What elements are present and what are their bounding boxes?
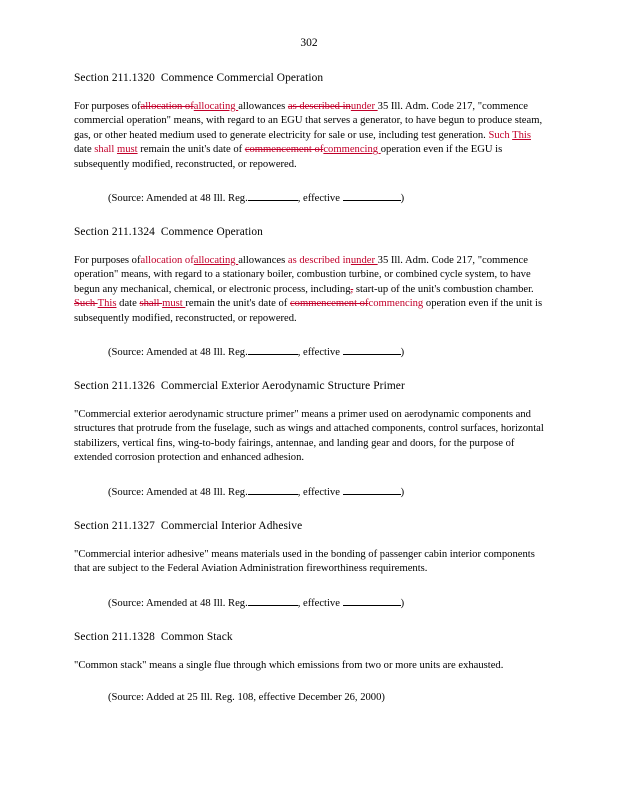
body-text: date (116, 298, 140, 310)
source-note (108, 595, 544, 611)
revised-text: Such (488, 129, 513, 141)
body-text: allowances (238, 101, 288, 112)
section-number: Section 211.1328 (74, 630, 155, 643)
section-body (74, 659, 544, 673)
body-text: remain the unit's date of (185, 298, 290, 310)
section-title: Commence Commercial Operation (160, 72, 324, 84)
body-text: "Commercial interior adhesive" means materials used in the bonding of passenger cabin interior components that are subject to the Federal Aviation Administration fireworthiness requirements. (74, 548, 535, 575)
section-title: Commercial Exterior Aerodynamic Structure Primer (160, 380, 405, 393)
source-close: ) (400, 193, 405, 205)
section-heading (74, 520, 544, 532)
body-text: start-up of the unit's combustion chamber. (353, 283, 534, 295)
body-text: operation even if the unit is subsequently modified, reconstructed, or repowered. (74, 298, 543, 324)
section-heading (74, 72, 544, 84)
body-text: allowances (238, 255, 288, 267)
body-text: 35 Ill. Adm. Code 217, "commence commercial operation" means, with regard to an EGU that serves a generator, to have begun to produce steam, gas, or other heated medium used to generate electricity for sale or use, including test generation. (74, 101, 543, 141)
section-heading (74, 226, 544, 238)
source-close: ) (400, 597, 405, 609)
section-heading (74, 631, 544, 643)
section-body (74, 408, 544, 466)
section-number: Section 211.1327 (74, 519, 155, 532)
source-text: (Source: Amended at 48 Ill. Reg. (108, 486, 248, 498)
body-text: 35 Ill. Adm. Code 217, "commence operation" means, with regard to a stationary boiler, combustion turbine, or combined cycle system, to have begun any mechanical, chemical, or electronic process, including (74, 255, 531, 295)
section-body (74, 100, 544, 172)
source-close: ) (400, 347, 405, 359)
body-text: operation even if the EGU is subsequently modified, reconstructed, or repowered. (74, 144, 503, 170)
register-blank (248, 190, 298, 201)
source-effective-label: , effective (297, 193, 343, 205)
body-text: "Common stack" means a single flue through which emissions from two or more units are exhausted. (74, 659, 504, 671)
section-number: Section 211.1326 (74, 380, 155, 393)
section-body (74, 548, 544, 577)
revised-text: as described in (287, 255, 351, 267)
source-note (108, 484, 544, 500)
inserted-text: under (350, 255, 378, 267)
date-blank (343, 190, 401, 201)
body-text: remain the unit's date of (137, 144, 245, 156)
inserted-text: under (350, 101, 378, 112)
source-text: (Source: Amended at 48 Ill. Reg. (108, 597, 248, 609)
register-blank (248, 484, 298, 495)
section-title: Commence Operation (160, 226, 263, 239)
inserted-text: must (162, 298, 186, 310)
inserted-text: allocating (193, 255, 239, 267)
page-number: 302 (300, 37, 318, 49)
register-blank (248, 595, 298, 606)
source-note (108, 344, 544, 360)
source-close: ) (400, 486, 405, 498)
section-body (74, 254, 544, 326)
date-blank (343, 595, 401, 606)
source-note (108, 691, 544, 705)
revised-text: allocation of (140, 255, 194, 267)
deleted-text: shall (139, 298, 163, 310)
revised-text: commencing (368, 298, 426, 310)
date-blank (343, 344, 401, 355)
deleted-text: commencement of (244, 144, 324, 156)
deleted-text: as described in (287, 101, 351, 112)
inserted-text: allocating (193, 101, 239, 112)
body-text: date (74, 144, 95, 156)
source-note (108, 190, 544, 206)
inserted-text: commencing (323, 144, 381, 156)
section-heading (74, 380, 544, 392)
deleted-text: , (350, 283, 354, 295)
source-text: (Source: Amended at 48 Ill. Reg. (108, 347, 248, 359)
deleted-text: allocation of (140, 101, 194, 112)
source-effective-label: , effective (297, 347, 343, 359)
section-title: Common Stack (160, 630, 233, 643)
body-text: For purposes of (74, 101, 141, 112)
revised-text: shall (94, 144, 117, 156)
source-text: (Source: Added at 25 Ill. Reg. 108, effective December 26, 2000) (108, 691, 385, 703)
register-blank (248, 344, 298, 355)
body-text: For purposes of (74, 255, 141, 267)
inserted-text: must (116, 144, 138, 156)
section-number: Section 211.1320 (74, 72, 155, 84)
deleted-text: commencement of (289, 298, 369, 310)
inserted-text: This (97, 298, 117, 310)
section-number: Section 211.1324 (74, 226, 155, 239)
inserted-text: This (512, 129, 531, 141)
section-title: Commercial Interior Adhesive (160, 519, 303, 532)
deleted-text: Such (74, 298, 98, 310)
date-blank (343, 484, 401, 495)
body-text: "Commercial exterior aerodynamic structure primer" means a primer used on aerodynamic components and structures that protrude from the fuselage, such as wings and attached components, control surfaces, horizontal stabilizers, vertical fins, wing-to-body fairings, antennae, and landing gear and doors, for the purpose of extended corrosion protection and enhanced adhesion. (74, 409, 544, 464)
document-body (74, 72, 544, 725)
source-effective-label: , effective (297, 486, 343, 498)
source-text: (Source: Amended at 48 Ill. Reg. (108, 193, 248, 205)
source-effective-label: , effective (297, 597, 343, 609)
